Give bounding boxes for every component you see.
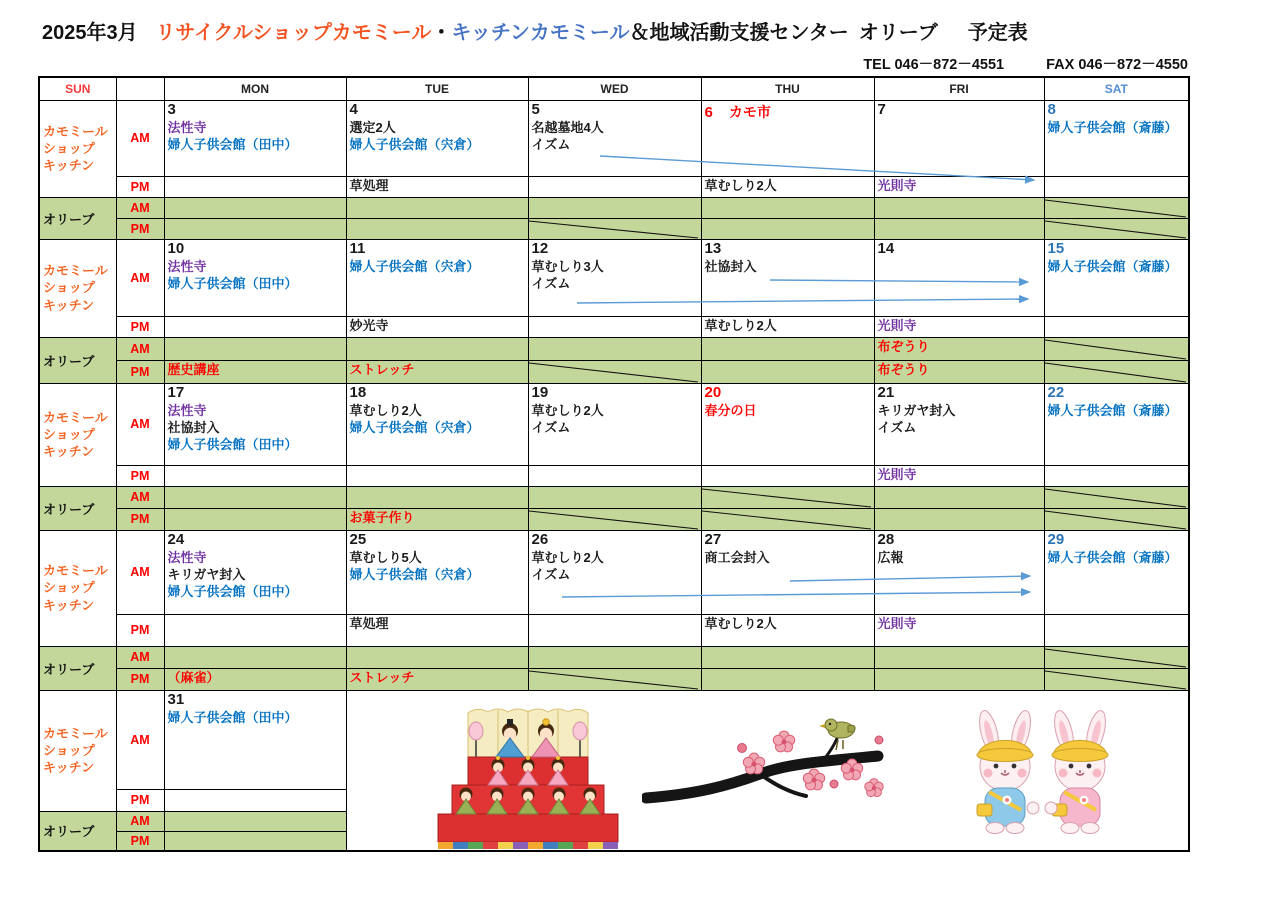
event-text: 光則寺 [877,615,917,631]
period-label: AM [116,100,164,176]
event-text: 婦人子供会館（宍倉） [349,420,480,436]
period-label: PM [116,360,164,383]
title-recycle-shop: リサイクルショップカモミール [155,22,432,44]
day-cell-am [528,100,701,176]
day-cell-am [164,239,346,316]
period-label: PM [116,465,164,486]
event-text: 広報 [877,550,904,565]
day-cell-olive-am [346,646,528,668]
day-cell-olive-pm [164,508,346,530]
day-cell-pm [1044,614,1189,646]
day-title: カモ市 [728,103,771,120]
day-number: 24 [167,530,185,548]
day-cell-olive-pm [528,360,701,383]
period-label: AM [116,530,164,614]
day-cell-am [346,530,528,614]
day-cell-olive-pm [164,668,346,690]
day-cell-olive-am [874,197,1044,218]
day-cell-pm [346,176,528,197]
day-cell-pm [528,614,701,646]
day-cell-pm [164,176,346,197]
day-cell-olive-pm [528,508,701,530]
day-cell-olive-am [701,646,874,668]
event-text: 婦人子供会館（斎藤） [1047,403,1178,418]
row-label-chamomile: カモミール ショップ キッチン [39,100,116,197]
day-cell-olive-pm [701,360,874,383]
row-label-chamomile: カモミール ショップ キッチン [39,239,116,337]
day-cell-olive-pm [1044,668,1189,690]
row-label-olive: オリーブ [39,197,116,239]
event-text: 商工会封入 [704,550,770,565]
row-label-olive: オリーブ [39,646,116,690]
event-text: 草むしり2人 [704,317,777,333]
event-text: キリガヤ封入 [167,567,246,583]
day-cell-am [528,530,701,614]
day-number: 29 [1047,530,1065,548]
day-cell-am [874,100,1044,176]
day-cell-olive-pm [1044,218,1189,239]
day-cell-olive-pm [528,218,701,239]
event-text: 歴史講座 [167,361,220,377]
day-cell-pm [1044,465,1189,486]
day-number: 20 [704,383,722,401]
period-label: AM [116,239,164,316]
period-label: AM [116,811,164,831]
day-number: 21 [877,383,895,401]
period-label: AM [116,690,164,789]
event-text: 婦人子供会館（宍倉） [349,137,480,153]
day-number: 12 [531,239,549,257]
event-text: お菓子作り [349,509,415,525]
day-cell-olive-pm [346,360,528,383]
event-text: 草むしり3人 [531,259,604,274]
day-cell-pm [164,789,346,811]
col-header-sat: SAT [1044,77,1189,100]
day-cell-am [1044,100,1189,176]
event-text: 法性寺 [167,259,207,274]
col-header-mon: MON [164,77,346,100]
event-text: 婦人子供会館（田中） [167,710,298,725]
day-cell-am [528,239,701,316]
day-cell-olive-am [528,646,701,668]
event-text: 妙光寺 [349,317,389,333]
title-support-center: ＆地域活動支援センター [629,22,849,44]
day-cell-am [164,530,346,614]
day-cell-olive-am [874,337,1044,360]
day-cell-olive-am [346,337,528,360]
day-cell-pm [874,176,1044,197]
event-text: 婦人子供会館（田中） [167,437,298,453]
row-label-chamomile: カモミール ショップ キッチン [39,690,116,811]
day-number: 13 [704,239,722,257]
day-number: 18 [349,383,367,401]
event-text: 婦人子供会館（宍倉） [349,259,480,274]
day-number: 28 [877,530,895,548]
event-text: 光則寺 [877,317,917,333]
day-cell-olive-pm [346,218,528,239]
day-number: 25 [349,530,367,548]
day-cell-pm [346,316,528,337]
period-label: AM [116,383,164,465]
day-cell-am [164,383,346,465]
day-cell-olive-am [701,337,874,360]
fax-number: FAX 046－872－4550 [1046,57,1188,73]
event-text: イズム [531,567,571,583]
day-cell-olive-pm [874,218,1044,239]
event-text: 法性寺 [167,403,207,418]
day-cell-olive-pm [874,508,1044,530]
event-text: 婦人子供会館（斎藤） [1047,120,1178,135]
event-text: 草処理 [349,615,389,631]
event-text: 草むしり2人 [531,403,604,418]
day-cell-am [1044,239,1189,316]
day-cell-olive-pm [164,218,346,239]
day-cell-olive-am [164,486,346,508]
day-cell-olive-pm [701,218,874,239]
day-cell-olive-pm [1044,508,1189,530]
period-label: PM [116,218,164,239]
event-text: 草むしり2人 [704,177,777,193]
event-text: ストレッチ [349,361,415,377]
period-label: AM [116,486,164,508]
event-text: 名越墓地4人 [531,120,604,135]
row-label-olive: オリーブ [39,811,116,851]
day-number: 8 [1047,100,1056,118]
day-cell-pm [528,176,701,197]
day-cell-olive-pm [701,668,874,690]
event-text: 草むしり5人 [349,550,422,565]
event-text: 光則寺 [877,177,917,193]
event-text: キリガヤ封入 [877,403,956,418]
day-cell-olive-am [1044,197,1189,218]
day-number: 4 [349,100,358,118]
event-text: 婦人子供会館（田中） [167,137,298,153]
day-cell-olive-am [164,646,346,668]
period-label: PM [116,176,164,197]
day-cell-am [164,100,346,176]
day-cell-pm [528,316,701,337]
day-cell-olive-pm [874,668,1044,690]
event-text: 光則寺 [877,466,917,482]
col-header-sun: SUN [39,77,116,100]
day-number: 19 [531,383,549,401]
day-number: 15 [1047,239,1065,257]
illustration-area [346,690,1189,851]
day-cell-am [874,383,1044,465]
day-cell-olive-am [1044,486,1189,508]
event-text: ストレッチ [349,669,415,685]
title-olive: オリーブ [858,22,938,44]
period-label: PM [116,831,164,851]
event-text: 婦人子供会館（宍倉） [349,567,480,583]
day-number: 7 [877,100,886,118]
day-number: 10 [167,239,185,257]
day-cell-olive-am [528,337,701,360]
period-label: PM [116,316,164,337]
contact-info [38,53,1188,74]
title-month: 2025年3月 [42,22,138,44]
day-number: 22 [1047,383,1065,401]
day-cell-olive-am [164,811,346,831]
event-text: 布ぞうり [877,361,930,377]
day-cell-pm [346,614,528,646]
period-label: PM [116,614,164,646]
day-cell-olive-am [164,197,346,218]
col-header-wed: WED [528,77,701,100]
day-cell-pm [874,316,1044,337]
event-text: （麻雀） [167,669,220,685]
col-header-thu: THU [701,77,874,100]
day-cell-pm [164,614,346,646]
day-cell-olive-am [346,486,528,508]
day-cell-olive-am [164,337,346,360]
event-text: 春分の日 [704,403,757,418]
day-number: 6 [704,103,713,121]
event-text: 草むしり2人 [349,403,422,418]
day-cell-pm [701,176,874,197]
event-text: 布ぞうり [877,338,930,354]
event-text: 草処理 [349,177,389,193]
day-cell-am [701,383,874,465]
title-separator: ・ [431,22,452,44]
day-cell-pm [874,465,1044,486]
period-label: AM [116,337,164,360]
day-cell-am [164,690,346,789]
day-cell-olive-am [528,486,701,508]
day-cell-olive-am [701,486,874,508]
title-kitchen: キッチンカモミール [451,22,630,44]
day-cell-am [701,239,874,316]
day-number: 5 [531,100,540,118]
day-cell-olive-am [701,197,874,218]
day-cell-olive-pm [164,831,346,851]
day-cell-am [346,239,528,316]
day-cell-olive-pm [701,508,874,530]
title-schedule-sheet: 予定表 [967,22,1028,44]
day-number: 14 [877,239,895,257]
day-cell-am [874,530,1044,614]
schedule-table [38,76,1190,852]
period-label: PM [116,668,164,690]
day-number: 26 [531,530,549,548]
period-label: PM [116,789,164,811]
row-label-olive: オリーブ [39,337,116,383]
day-cell-am [1044,530,1189,614]
day-cell-am [528,383,701,465]
col-header-fri: FRI [874,77,1044,100]
day-cell-am [346,100,528,176]
day-cell-olive-pm [1044,360,1189,383]
event-text: 社協封入 [167,420,220,436]
day-cell-pm [164,316,346,337]
event-text: 草むしり2人 [704,615,777,631]
event-text: イズム [531,276,571,292]
event-text: イズム [531,420,571,436]
day-cell-am [701,100,874,176]
day-cell-olive-am [874,646,1044,668]
day-cell-olive-am [346,197,528,218]
page-title [42,16,1028,45]
day-cell-olive-pm [874,360,1044,383]
day-cell-olive-pm [164,360,346,383]
event-text: 婦人子供会館（田中） [167,276,298,292]
period-label: PM [116,508,164,530]
day-number: 17 [167,383,185,401]
day-cell-pm [164,465,346,486]
day-cell-am [874,239,1044,316]
day-cell-pm [1044,176,1189,197]
event-text: 草むしり2人 [531,550,604,565]
event-text: 婦人子供会館（田中） [167,584,298,600]
day-number: 31 [167,690,185,708]
day-cell-pm [874,614,1044,646]
day-cell-olive-pm [528,668,701,690]
period-label: AM [116,646,164,668]
period-label: AM [116,197,164,218]
day-cell-am [346,383,528,465]
col-header-blank [116,77,164,100]
day-cell-pm [701,614,874,646]
day-cell-olive-pm [346,508,528,530]
event-text: 選定2人 [349,120,396,135]
day-cell-olive-am [1044,337,1189,360]
row-label-chamomile: カモミール ショップ キッチン [39,530,116,646]
row-label-olive: オリーブ [39,486,116,530]
day-cell-pm [701,465,874,486]
day-number: 3 [167,100,176,118]
schedule-table-wrap [38,76,1190,852]
event-text: 法性寺 [167,550,207,565]
day-cell-olive-am [874,486,1044,508]
day-number: 11 [349,239,366,257]
row-label-chamomile: カモミール ショップ キッチン [39,383,116,486]
day-cell-pm [701,316,874,337]
event-text: イズム [531,137,571,153]
event-text: 婦人子供会館（斎藤） [1047,259,1178,274]
day-cell-pm [346,465,528,486]
day-cell-olive-am [1044,646,1189,668]
event-text: 法性寺 [167,120,207,135]
day-cell-pm [1044,316,1189,337]
day-number: 27 [704,530,722,548]
day-cell-am [1044,383,1189,465]
event-text: イズム [877,420,917,436]
day-cell-olive-pm [346,668,528,690]
col-header-tue: TUE [346,77,528,100]
event-text: 社協封入 [704,259,757,274]
day-cell-am [701,530,874,614]
day-cell-pm [528,465,701,486]
tel-number: TEL 046－872－4551 [863,57,1005,73]
day-cell-olive-am [528,197,701,218]
event-text: 婦人子供会館（斎藤） [1047,550,1178,565]
